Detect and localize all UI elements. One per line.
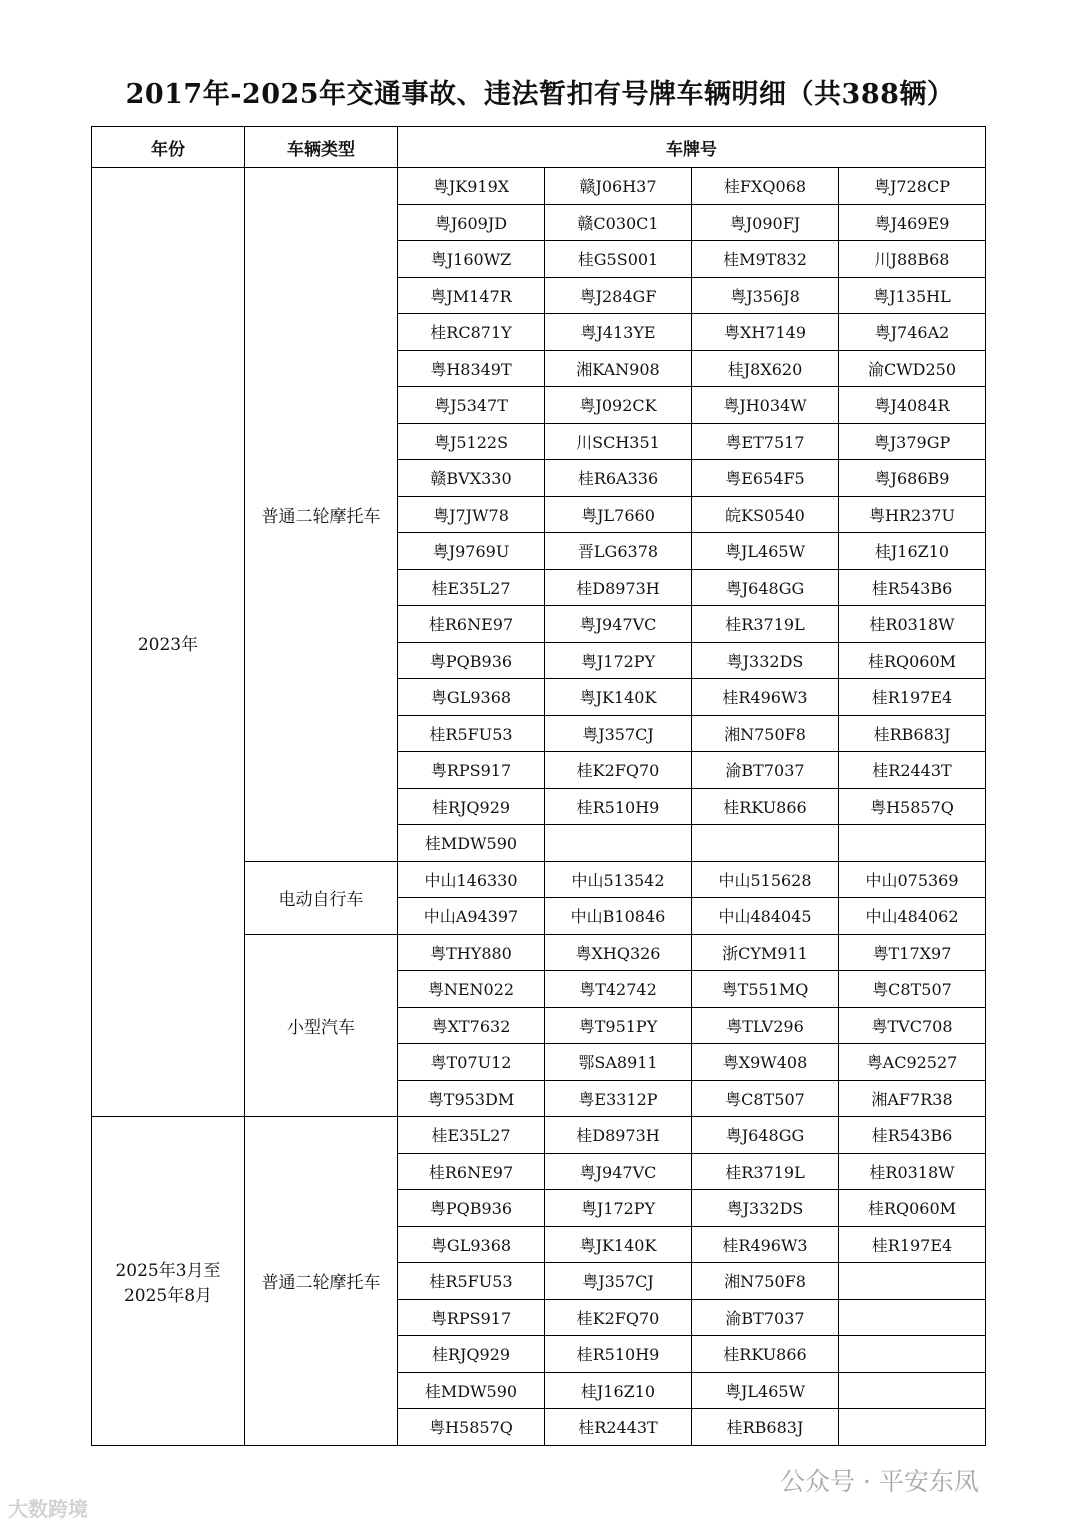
plate-cell: 粤XH7149 bbox=[692, 314, 839, 351]
plate-cell: 粤J092CK bbox=[545, 387, 692, 424]
plate-cell: 粤J357CJ bbox=[545, 715, 692, 752]
plate-cell: 桂R6NE97 bbox=[398, 1153, 545, 1190]
plate-cell: 桂RB683J bbox=[839, 715, 986, 752]
plate-cell: 湘N750F8 bbox=[692, 715, 839, 752]
plate-cell: 粤H5857Q bbox=[839, 788, 986, 825]
plate-cell: 粤J090FJ bbox=[692, 204, 839, 241]
plate-cell: 桂R2443T bbox=[545, 1409, 692, 1446]
plate-cell: 桂R0318W bbox=[839, 1153, 986, 1190]
vehicle-type-cell: 电动自行车 bbox=[245, 861, 398, 934]
plate-cell: 中山B10846 bbox=[545, 898, 692, 935]
header-year: 年份 bbox=[92, 127, 245, 168]
plate-cell: 桂R3719L bbox=[692, 606, 839, 643]
plate-cell: 粤J648GG bbox=[692, 569, 839, 606]
plate-cell: 湘KAN908 bbox=[545, 350, 692, 387]
plate-cell: 桂R543B6 bbox=[839, 1117, 986, 1154]
plate-cell: 赣BVX330 bbox=[398, 460, 545, 497]
plate-cell: 赣C030C1 bbox=[545, 204, 692, 241]
plate-cell: 中山513542 bbox=[545, 861, 692, 898]
vehicle-type-cell: 小型汽车 bbox=[245, 934, 398, 1117]
plate-cell: 粤E654F5 bbox=[692, 460, 839, 497]
plate-cell: 中山146330 bbox=[398, 861, 545, 898]
plate-cell: 粤AC92527 bbox=[839, 1044, 986, 1081]
plate-cell: 桂R543B6 bbox=[839, 569, 986, 606]
plate-cell: 渝BT7037 bbox=[692, 1299, 839, 1336]
plate-cell: 粤JL465W bbox=[692, 1372, 839, 1409]
plate-cell: 粤XT7632 bbox=[398, 1007, 545, 1044]
plate-cell: 桂R197E4 bbox=[839, 1226, 986, 1263]
plate-cell: 粤C8T507 bbox=[839, 971, 986, 1008]
plate-cell: 粤J9769U bbox=[398, 533, 545, 570]
plate-cell: 粤TLV296 bbox=[692, 1007, 839, 1044]
plate-cell bbox=[545, 825, 692, 862]
plate-cell: 桂J16Z10 bbox=[839, 533, 986, 570]
plate-cell: 粤JH034W bbox=[692, 387, 839, 424]
plate-cell bbox=[839, 1372, 986, 1409]
plate-cell: 桂RJQ929 bbox=[398, 1336, 545, 1373]
plate-cell: 桂J16Z10 bbox=[545, 1372, 692, 1409]
plate-cell: 桂K2FQ70 bbox=[545, 1299, 692, 1336]
plate-cell: 鄂SA8911 bbox=[545, 1044, 692, 1081]
plate-cell: 粤ET7517 bbox=[692, 423, 839, 460]
plate-cell: 粤J686B9 bbox=[839, 460, 986, 497]
plate-cell: 粤RPS917 bbox=[398, 1299, 545, 1336]
plate-cell: 粤T951PY bbox=[545, 1007, 692, 1044]
plate-cell: 桂R2443T bbox=[839, 752, 986, 789]
plate-cell: 桂D8973H bbox=[545, 569, 692, 606]
plate-cell: 桂R5FU53 bbox=[398, 1263, 545, 1300]
plate-cell: 赣J06H37 bbox=[545, 168, 692, 205]
year-text: 2023年 bbox=[137, 634, 199, 655]
plate-cell: 桂R5FU53 bbox=[398, 715, 545, 752]
plate-cell: 粤J413YE bbox=[545, 314, 692, 351]
plate-cell: 桂R510H9 bbox=[545, 788, 692, 825]
plate-cell: 中山075369 bbox=[839, 861, 986, 898]
plate-cell: 粤HR237U bbox=[839, 496, 986, 533]
plate-cell: 桂J8X620 bbox=[692, 350, 839, 387]
plate-cell: 粤T42742 bbox=[545, 971, 692, 1008]
plate-cell: 粤J728CP bbox=[839, 168, 986, 205]
plate-cell: 粤J135HL bbox=[839, 277, 986, 314]
plate-cell: 桂R197E4 bbox=[839, 679, 986, 716]
plate-cell: 粤J356J8 bbox=[692, 277, 839, 314]
plate-cell: 粤J947VC bbox=[545, 1153, 692, 1190]
table-row bbox=[92, 1117, 986, 1154]
plate-cell: 桂E35L27 bbox=[398, 1117, 545, 1154]
plate-cell: 桂K2FQ70 bbox=[545, 752, 692, 789]
plate-cell: 桂RKU866 bbox=[692, 788, 839, 825]
plate-cell: 浙CYM911 bbox=[692, 934, 839, 971]
plate-cell: 粤J172PY bbox=[545, 642, 692, 679]
plate-cell: 桂E35L27 bbox=[398, 569, 545, 606]
vehicle-type-cell: 普通二轮摩托车 bbox=[245, 168, 398, 862]
plate-cell: 粤PQB936 bbox=[398, 642, 545, 679]
plate-cell: 粤J160WZ bbox=[398, 241, 545, 278]
header-vehicle-type: 车辆类型 bbox=[245, 127, 398, 168]
plate-cell: 粤T551MQ bbox=[692, 971, 839, 1008]
table-row bbox=[92, 168, 986, 205]
header-plate-number: 车牌号 bbox=[398, 127, 986, 168]
vehicle-table bbox=[91, 126, 986, 1446]
plate-cell: 桂R3719L bbox=[692, 1153, 839, 1190]
plate-cell: 粤J746A2 bbox=[839, 314, 986, 351]
plate-cell: 桂R496W3 bbox=[692, 679, 839, 716]
plate-cell: 粤J284GF bbox=[545, 277, 692, 314]
vehicle-type-cell: 普通二轮摩托车 bbox=[245, 1117, 398, 1446]
plate-cell: 皖KS0540 bbox=[692, 496, 839, 533]
plate-cell: 粤THY880 bbox=[398, 934, 545, 971]
plate-cell: 桂R510H9 bbox=[545, 1336, 692, 1373]
plate-cell bbox=[692, 825, 839, 862]
plate-cell: 粤GL9368 bbox=[398, 1226, 545, 1263]
plate-cell: 中山484062 bbox=[839, 898, 986, 935]
plate-cell bbox=[839, 825, 986, 862]
plate-cell: 粤J4084R bbox=[839, 387, 986, 424]
plate-cell: 川J88B68 bbox=[839, 241, 986, 278]
plate-cell: 中山A94397 bbox=[398, 898, 545, 935]
plate-cell: 粤J7JW78 bbox=[398, 496, 545, 533]
plate-cell: 桂RQ060M bbox=[839, 642, 986, 679]
plate-cell: 粤J648GG bbox=[692, 1117, 839, 1154]
plate-cell: 渝BT7037 bbox=[692, 752, 839, 789]
plate-cell: 晋LG6378 bbox=[545, 533, 692, 570]
plate-cell: 桂RKU866 bbox=[692, 1336, 839, 1373]
plate-cell: 桂RB683J bbox=[692, 1409, 839, 1446]
plate-cell: 粤H8349T bbox=[398, 350, 545, 387]
header-row bbox=[92, 127, 986, 168]
plate-cell: 粤RPS917 bbox=[398, 752, 545, 789]
plate-cell: 川SCH351 bbox=[545, 423, 692, 460]
plate-cell bbox=[839, 1263, 986, 1300]
plate-cell: 粤J332DS bbox=[692, 1190, 839, 1227]
plate-cell bbox=[839, 1299, 986, 1336]
plate-cell: 中山515628 bbox=[692, 861, 839, 898]
plate-cell: 粤TVC708 bbox=[839, 1007, 986, 1044]
plate-cell: 粤J947VC bbox=[545, 606, 692, 643]
plate-cell: 粤J5347T bbox=[398, 387, 545, 424]
plate-cell: 粤J379GP bbox=[839, 423, 986, 460]
plate-cell: 粤J332DS bbox=[692, 642, 839, 679]
plate-cell: 粤PQB936 bbox=[398, 1190, 545, 1227]
plate-cell: 粤NEN022 bbox=[398, 971, 545, 1008]
plate-cell: 粤J5122S bbox=[398, 423, 545, 460]
plate-cell: 中山484045 bbox=[692, 898, 839, 935]
year-text: 2025年8月 bbox=[123, 1285, 213, 1306]
plate-cell: 桂FXQ068 bbox=[692, 168, 839, 205]
plate-cell: 桂RJQ929 bbox=[398, 788, 545, 825]
watermark-right: 公众号 · 平安东凤 bbox=[780, 1467, 979, 1496]
plate-cell: 桂RC871Y bbox=[398, 314, 545, 351]
plate-cell: 粤T17X97 bbox=[839, 934, 986, 971]
plate-cell: 粤JL465W bbox=[692, 533, 839, 570]
plate-cell: 粤C8T507 bbox=[692, 1080, 839, 1117]
plate-cell: 粤J357CJ bbox=[545, 1263, 692, 1300]
plate-cell: 粤JK140K bbox=[545, 679, 692, 716]
plate-cell: 桂MDW590 bbox=[398, 1372, 545, 1409]
plate-cell: 桂RQ060M bbox=[839, 1190, 986, 1227]
plate-cell: 粤X9W408 bbox=[692, 1044, 839, 1081]
plate-cell: 桂G5S001 bbox=[545, 241, 692, 278]
page-title: 2017年-2025年交通事故、违法暂扣有号牌车辆明细（共388辆） bbox=[125, 79, 955, 110]
plate-cell: 粤JM147R bbox=[398, 277, 545, 314]
plate-cell bbox=[839, 1409, 986, 1446]
plate-cell: 粤T07U12 bbox=[398, 1044, 545, 1081]
plate-cell: 桂R0318W bbox=[839, 606, 986, 643]
plate-cell: 粤XHQ326 bbox=[545, 934, 692, 971]
plate-cell: 桂R6NE97 bbox=[398, 606, 545, 643]
year-cell bbox=[92, 168, 245, 1117]
plate-cell: 桂R496W3 bbox=[692, 1226, 839, 1263]
plate-cell: 渝CWD250 bbox=[839, 350, 986, 387]
plate-cell: 粤JL7660 bbox=[545, 496, 692, 533]
plate-cell: 桂MDW590 bbox=[398, 825, 545, 862]
year-cell bbox=[92, 1117, 245, 1446]
plate-cell: 粤H5857Q bbox=[398, 1409, 545, 1446]
plate-cell: 粤J609JD bbox=[398, 204, 545, 241]
plate-cell: 粤E3312P bbox=[545, 1080, 692, 1117]
plate-cell: 桂R6A336 bbox=[545, 460, 692, 497]
plate-cell: 粤JK140K bbox=[545, 1226, 692, 1263]
plate-cell: 粤JK919X bbox=[398, 168, 545, 205]
plate-cell: 粤J172PY bbox=[545, 1190, 692, 1227]
plate-cell: 粤T953DM bbox=[398, 1080, 545, 1117]
watermark-left: 大数跨境 bbox=[8, 1497, 88, 1521]
plate-cell: 桂D8973H bbox=[545, 1117, 692, 1154]
plate-cell: 粤GL9368 bbox=[398, 679, 545, 716]
plate-cell: 湘AF7R38 bbox=[839, 1080, 986, 1117]
plate-cell: 粤J469E9 bbox=[839, 204, 986, 241]
plate-cell: 桂M9T832 bbox=[692, 241, 839, 278]
plate-cell bbox=[839, 1336, 986, 1373]
plate-cell: 湘N750F8 bbox=[692, 1263, 839, 1300]
year-text: 2025年3月至 bbox=[115, 1260, 221, 1281]
